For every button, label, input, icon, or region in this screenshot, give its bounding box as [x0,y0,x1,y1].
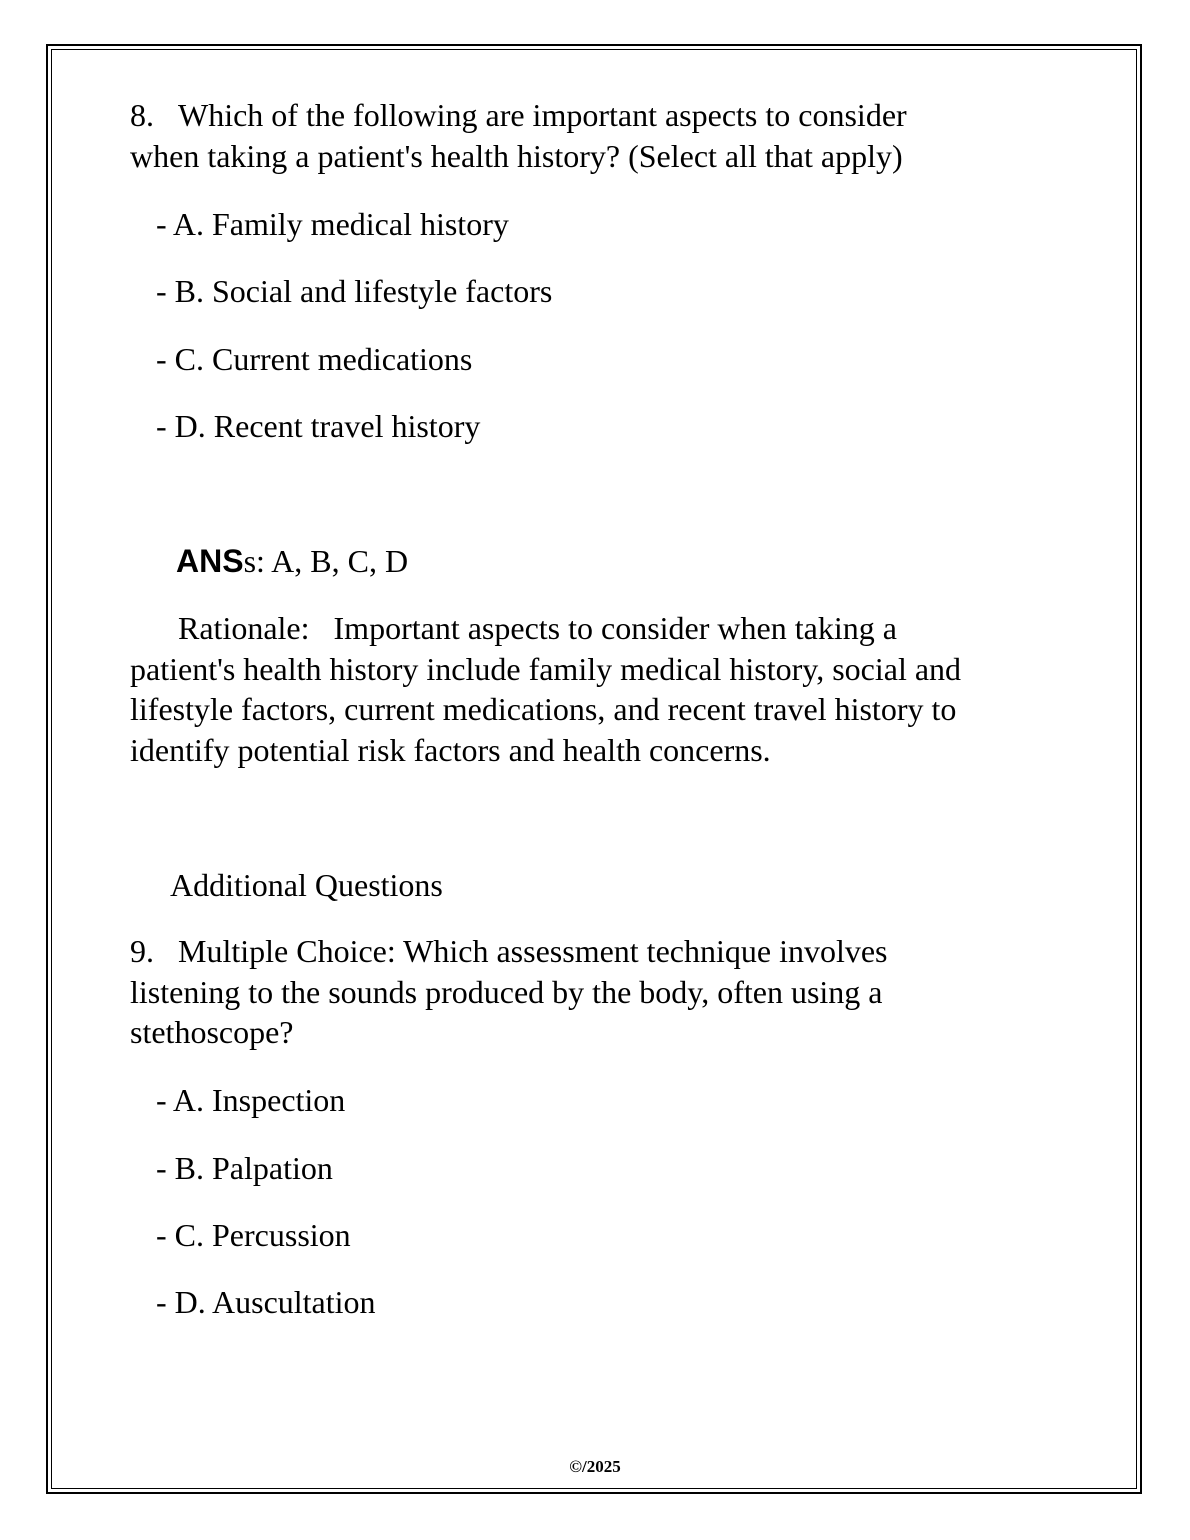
question-9 [130,931,888,1053]
q9-option-b: - B. Palpation [156,1150,333,1186]
section-heading: Additional Questions [170,867,443,903]
question-8 [130,95,907,176]
question-8-text-line-1: Which of the following are important aspects to consider [178,97,907,133]
answer-value: s: A, B, C, D [243,543,409,579]
question-9-text-line-1: Multiple Choice: Which assessment technique involves [178,933,888,969]
q8-option-b: - B. Social and lifestyle factors [156,273,553,309]
q8-option-d: - D. Recent travel history [156,408,481,444]
rationale-text-line-4: identify potential risk factors and health concerns. [130,731,771,768]
q9-option-c: - C. Percussion [156,1217,351,1253]
question-9-number: 9. [130,933,154,969]
rationale-text-line-3: lifestyle factors, current medications, and recent travel history to [130,691,957,727]
q8-option-a: - A. Family medical history [156,206,509,242]
question-9-text-line-2: listening to the sounds produced by the body, often using a [130,973,883,1010]
rationale-line-1 [130,608,961,649]
q8-answer [176,541,408,582]
q9-option-d: - D. Auscultation [156,1284,376,1320]
answer-label: ANS [176,543,244,579]
page-footer: ©/2025 [569,1457,621,1476]
rationale-text-line-2: patient's health history include family medical history, social and [130,650,962,687]
rationale-text-line-1: Important aspects to consider when taking a [333,610,897,646]
question-9-text-line-3: stethoscope? [130,1014,294,1050]
question-9-line-1 [130,931,888,972]
question-8-line-1 [130,95,907,136]
question-8-text-line-2: when taking a patient's health history? (Select all that apply) [130,137,903,174]
q8-option-c: - C. Current medications [156,341,473,377]
q8-rationale [130,608,961,770]
q9-option-a: - A. Inspection [156,1082,346,1118]
rationale-label: Rationale: [178,610,310,646]
question-8-number: 8. [130,97,154,133]
